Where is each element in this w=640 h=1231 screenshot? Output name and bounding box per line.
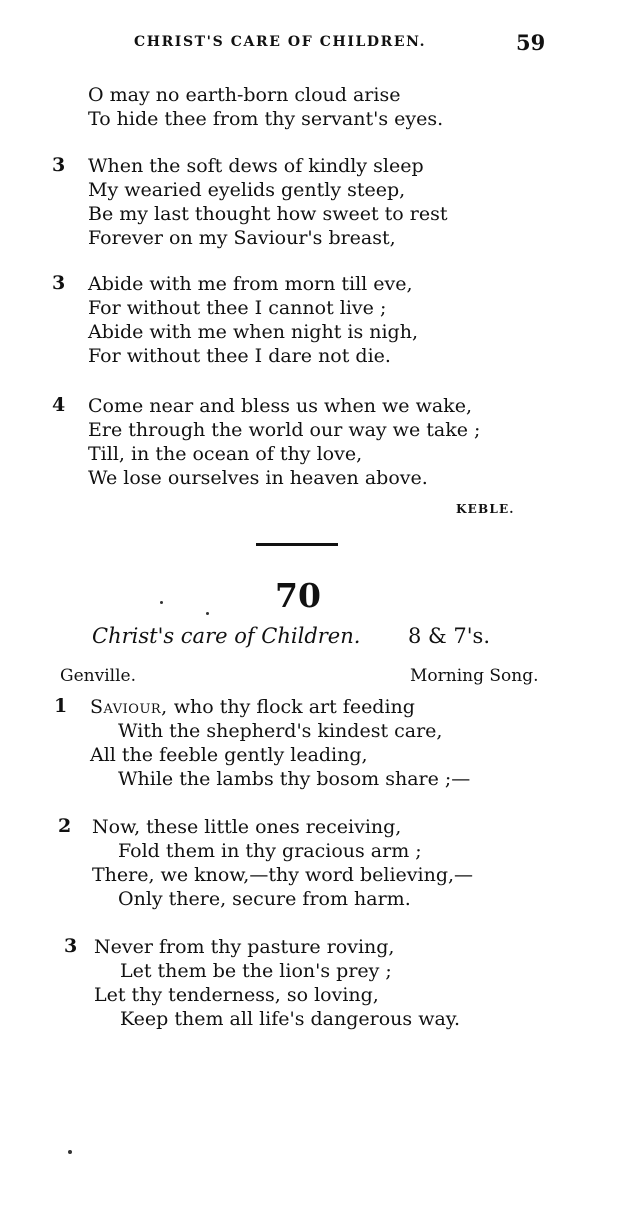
section-divider (256, 543, 338, 546)
verse-line: With the shepherd's kindest care, (118, 720, 443, 742)
print-speck (68, 1150, 72, 1154)
running-header: CHRIST'S CARE OF CHILDREN. (134, 34, 427, 50)
verse-line: All the feeble gently leading, (90, 744, 368, 766)
verse-line: O may no earth-born cloud arise (88, 84, 401, 106)
stanza-number: 3 (52, 272, 66, 294)
verse-line: For without thee I cannot live ; (88, 297, 387, 319)
verse-line: We lose ourselves in heaven above. (88, 467, 428, 489)
verse-line: Come near and bless us when we wake, (88, 395, 472, 417)
verse-line: To hide thee from thy servant's eyes. (88, 108, 444, 130)
verse-line: Only there, secure from harm. (118, 888, 411, 910)
verse-line: Be my last thought how sweet to rest (88, 203, 448, 225)
verse-line: While the lambs thy bosom share ;— (118, 768, 471, 790)
hymn-number: 70 (275, 576, 321, 615)
verse-line: Abide with me when night is nigh, (88, 321, 418, 343)
tune-name-right: Morning Song. (410, 666, 539, 686)
verse-line: Abide with me from morn till eve, (88, 273, 413, 295)
verse-line: For without thee I dare not die. (88, 345, 391, 367)
hymn-title: Christ's care of Children. (92, 624, 361, 648)
verse-line: Keep them all life's dangerous way. (120, 1008, 461, 1030)
verse-line: Let them be the lion's prey ; (120, 960, 392, 982)
page-number: 59 (516, 30, 546, 55)
print-speck (160, 601, 163, 604)
author-attribution: KEBLE. (456, 502, 515, 516)
verse-line (90, 695, 415, 719)
verse-line-rest: who thy flock art feeding (167, 696, 415, 718)
verse-line: Forever on my Saviour's breast, (88, 227, 396, 249)
hymn-meter: 8 & 7's. (408, 624, 490, 648)
stanza-number: 3 (52, 154, 66, 176)
print-speck (206, 612, 209, 615)
verse-line: When the soft dews of kindly sleep (88, 155, 424, 177)
stanza-number: 3 (64, 935, 78, 957)
verse-line: Let thy tenderness, so loving, (94, 984, 379, 1006)
first-word: Saviour, (90, 696, 168, 718)
stanza-number: 1 (54, 695, 68, 717)
stanza-number: 2 (58, 815, 72, 837)
tune-name-left: Genville. (60, 666, 136, 686)
verse-line: Till, in the ocean of thy love, (88, 443, 363, 465)
stanza-number: 4 (52, 394, 66, 416)
verse-line: Fold them in thy gracious arm ; (118, 840, 422, 862)
verse-line: Ere through the world our way we take ; (88, 419, 481, 441)
verse-line: Now, these little ones receiving, (92, 816, 402, 838)
verse-line: There, we know,—thy word believing,— (92, 864, 474, 886)
verse-line: My wearied eyelids gently steep, (88, 179, 406, 201)
verse-line: Never from thy pasture roving, (94, 936, 395, 958)
